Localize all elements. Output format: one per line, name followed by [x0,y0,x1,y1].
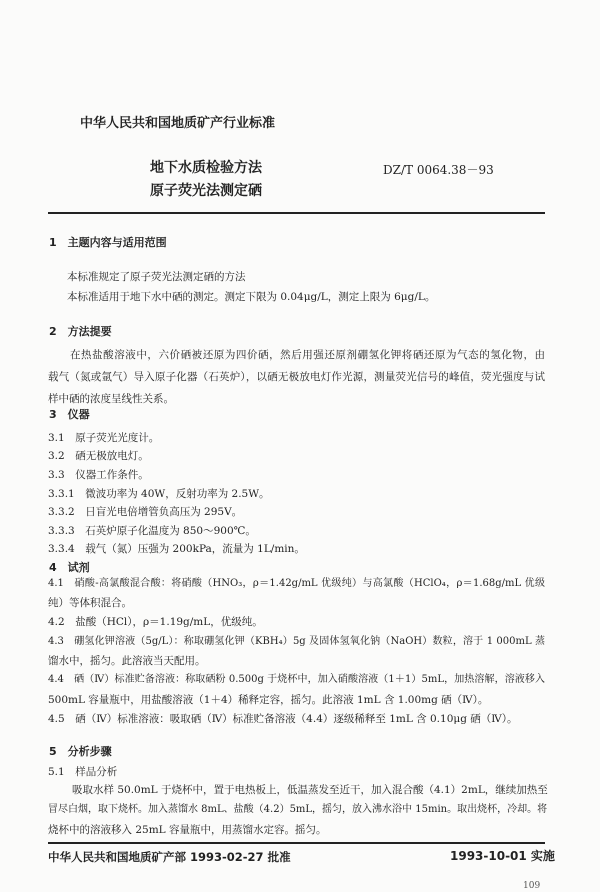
list-item: 3.3 仪器工作条件。 [48,469,149,481]
list-item-cont: 500mL 容量瓶中，用盐酸溶液（1＋4）稀释定容，摇匀。此溶液 1mL 含 1.00mg 硒（Ⅳ）。 [48,694,489,706]
subsection-heading: 5.1 样品分析 [48,766,118,778]
issuing-org: 中华人民共和国地质矿产行业标准 [80,116,276,131]
list-item: 3.3.3 石英炉原子化温度为 850～900℃。 [48,525,256,537]
paragraph-line: 载气（氮或氩气）导入原子化器（石英炉），以硒无极放电灯作光源，测量荧光信号的峰值，荧光强度与试 [48,371,545,383]
list-item: 3.3.1 微波功率为 40W，反射功率为 2.5W。 [48,488,270,500]
list-item: 4.4 硒（Ⅳ）标准贮备溶液：称取硒粉 0.500g 于烧杯中，加入硝酸溶液（1＋1）5mL，加热溶解，溶液移入 [48,674,545,685]
paragraph-line: 烧杯中的溶液移入 25mL 容量瓶中，用蒸馏水定容。摇匀。 [48,824,327,836]
section-5-heading: 5 分析步骤 [49,745,112,758]
list-item: 4.1 硝酸-高氯酸混合酸：将硝酸（HNO₃，ρ＝1.42g/mL 优级纯）与高氯酸（HClO₄，ρ＝1.68g/mL 优级 [48,578,545,589]
paragraph-line: 在热盐酸溶液中，六价硒被还原为四价硒，然后用强还原剂硼氢化钾将硒还原为气态的氢化物，由 [70,349,545,361]
standard-code: DZ/T 0064.38－93 [383,163,494,177]
page-number: 109 [523,881,541,891]
list-item: 3.1 原子荧光光度计。 [48,432,160,444]
list-item-cont: 馏水中，摇匀。此溶液当天配用。 [48,655,206,667]
title-line-2: 原子荧光法测定硒 [150,183,262,199]
list-item: 3.2 硒无极放电灯。 [48,450,149,462]
paragraph-line: 吸取水样 50.0mL 于烧杯中，置于电热板上，低温蒸发至近干，加入混合酸（4.1）2mL，继续加热至 [72,784,548,796]
paragraph: 本标准适用于地下水中硒的测定。测定下限为 0.04μg/L，测定上限为 6μg/L。 [67,291,436,303]
footer-divider [48,842,545,844]
paragraph: 本标准规定了原子荧光法测定硒的方法 [67,271,246,283]
list-item: 3.3.2 日盲光电倍增管负高压为 295V。 [48,506,243,518]
section-2-heading: 2 方法提要 [49,325,112,338]
list-item: 4.2 盐酸（HCl），ρ＝1.19g/mL，优级纯。 [48,616,263,628]
list-item: 4.3 硼氢化钾溶液（5g/L）：称取硼氢化钾（KBH₄）5g 及固体氢氧化钠（NaOH）数粒，溶于 1 000mL 蒸 [48,636,545,647]
list-item: 4.5 硒（Ⅳ）标准溶液：吸取硒（Ⅳ）标准贮备溶液（4.4）逐级稀释至 1mL 含 0.10μg 硒（Ⅳ）。 [48,713,518,725]
section-3-heading: 3 仪器 [49,408,90,421]
header-divider [48,212,545,214]
paragraph-line: 样中硒的浓度呈线性关系。 [48,393,174,405]
section-1-heading: 1 主题内容与适用范围 [49,236,167,249]
paragraph-line: 冒尽白烟，取下烧杯。加入蒸馏水 8mL、盐酸（4.2）5mL，摇匀，放入沸水浴中 15min。取出烧杯，冷却。将 [48,804,548,815]
approval-note: 中华人民共和国地质矿产部 1993-02-27 批准 [48,850,291,864]
list-item: 3.3.4 载气（氮）压强为 200kPa，流量为 1L/min。 [48,543,305,555]
effective-date: 1993-10-01 实施 [450,849,555,863]
list-item-cont: 纯）等体积混合。 [48,597,132,609]
title-line-1: 地下水质检验方法 [150,160,262,176]
section-4-heading: 4 试剂 [49,561,90,574]
